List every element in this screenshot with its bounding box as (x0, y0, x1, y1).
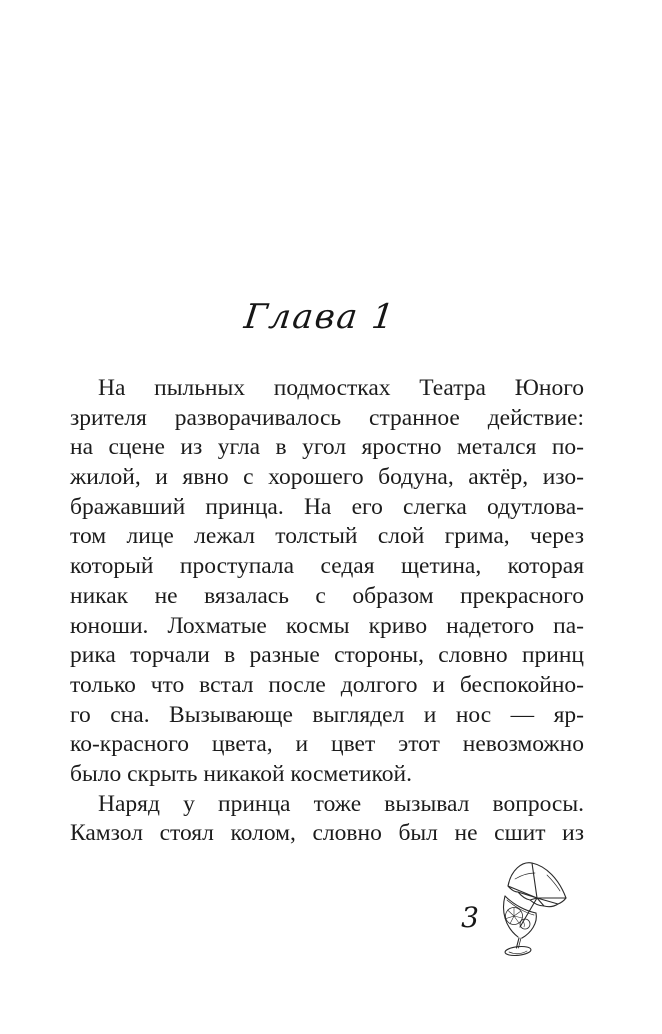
text-line: Наряд у принца тоже вызывал вопросы. (98, 790, 584, 817)
text-line: Камзол стоял колом, словно был не сшит из (70, 820, 584, 847)
text-line: На пыльных подмостках Театра Юного (98, 375, 584, 401)
text-line: зрителя разворачивалось странное действие: (70, 404, 584, 431)
text-line: бражавший принца. На его слегка одутлова- (70, 493, 584, 520)
chapter-heading: Глава 1 (242, 297, 398, 337)
text-line: ко-красного цвета, и цвет этот невозможно (70, 731, 584, 758)
cocktail-glass-umbrella-icon (497, 857, 587, 961)
text-line: го сна. Вызывающе выглядел и нос — яр- (70, 701, 584, 728)
text-line: жилой, и явно с хорошего бодуна, актёр, изо- (70, 464, 584, 491)
page-number: 3 (461, 901, 479, 934)
text-line: юноши. Лохматые космы криво надетого па- (70, 612, 584, 639)
text-line: было скрыть никакой косметикой. (70, 760, 412, 787)
text-line: никак не вязалась с образом прекрасного (70, 582, 584, 609)
body-text (70, 374, 584, 849)
text-line: который проступала седая щетина, которая (70, 553, 584, 580)
text-line: том лице лежал толстый слой грима, через (70, 523, 584, 550)
text-line: только что встал после долгого и беспокойно- (70, 671, 584, 698)
text-line: на сцене из угла в угол яростно метался по- (70, 434, 584, 461)
text-line: рика торчали в разные стороны, словно принц (70, 642, 584, 669)
